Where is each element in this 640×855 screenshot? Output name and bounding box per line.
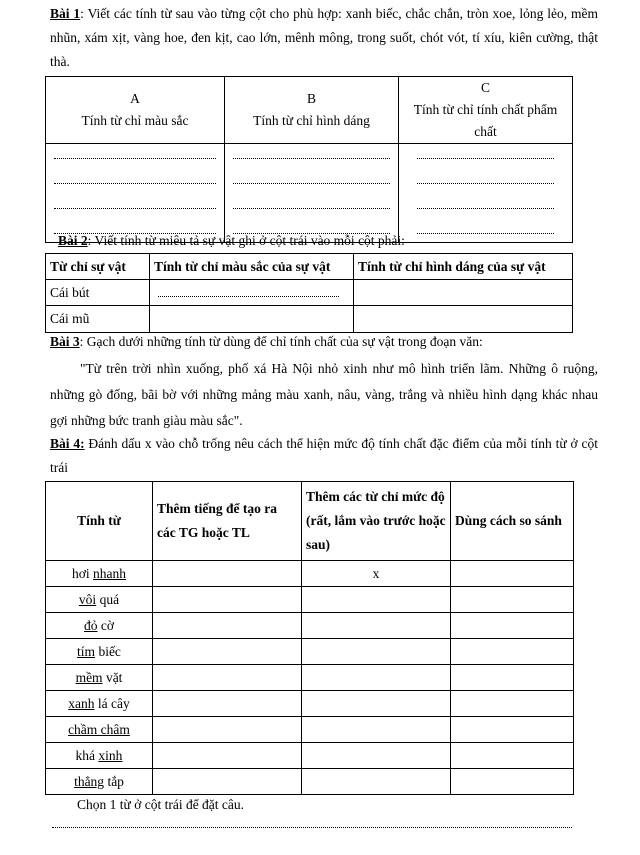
bai4-adjective-cell [46,717,153,743]
adjective-underlined: nhanh [93,565,126,581]
bai2-row-1-color-cell[interactable] [150,280,354,306]
bai1-label: Bài 1 [50,6,81,21]
bai2-row-1-shape-cell[interactable] [354,280,573,306]
adjective-suffix: tắp [104,773,124,789]
bai2-table [45,253,573,333]
bai3-instructions [50,330,598,354]
adjective-underlined: xanh [68,695,95,711]
table-row [46,717,574,743]
bai4-mark-cell[interactable] [302,717,451,743]
bai2-header-row [46,254,573,280]
table-row [46,561,574,587]
bai4-mark-cell[interactable] [153,769,302,795]
bai4-mark-cell[interactable]: x [302,561,451,587]
bai4-mark-cell[interactable] [153,717,302,743]
bai2-header-shape: Tính từ chỉ hình dáng của sự vật [354,254,573,280]
bai2-label: Bài 2 [58,233,88,248]
bai3-label: Bài 3 [50,334,80,349]
bai4-mark-cell[interactable] [153,587,302,613]
bai4-mark-cell[interactable] [451,639,574,665]
adjective-underlined: xinh [98,747,123,763]
bai1-col-a-header [46,77,225,144]
bai1-col-b-title: Tính từ chỉ hình dáng [253,113,370,128]
bai4-header-adjective: Tính từ [46,482,153,561]
bai4-mark-cell[interactable] [451,691,574,717]
bai1-col-c-letter: C [480,80,490,95]
bai1-answer-row [46,144,573,243]
bai1-col-a-title: Tính từ chỉ màu sắc [81,113,189,128]
adjective-suffix: biếc [95,643,121,659]
bai4-adjective-cell [46,691,153,717]
bai4-header-add-syllable: Thêm tiếng để tạo ra các TG hoặc TL [153,482,302,561]
bai1-answer-cell-a[interactable] [46,144,225,243]
bai4-adjective-cell [46,587,153,613]
bai4-footer: Chọn 1 từ ở cột trái để đặt câu. [77,797,245,812]
bai4-mark-cell[interactable] [153,665,302,691]
bai4-adjective-cell [46,639,153,665]
bai3-text: : Gạch dưới những tính từ dùng để chỉ tính chất của sự vật trong đoạn văn: [79,334,483,349]
bai1-table [45,76,573,243]
bai4-label: Bài 4: [50,436,85,451]
bai4-adjective-cell [46,561,153,587]
bai4-header-degree-words: Thêm các từ chỉ mức độ (rất, lắm vào trước hoặc sau) [302,482,451,561]
bai2-row-2-color-cell[interactable] [150,306,354,333]
bai1-instructions [50,2,598,74]
adjective-suffix: cờ [97,617,114,633]
table-row [46,769,574,795]
bai4-mark-cell[interactable] [302,743,451,769]
bai3-quote: "Từ trên trời nhìn xuống, phố xá Hà Nội nhỏ xinh như mô hình triển lãm. Những ô ruộng, những gò đống, bãi bờ với những mảng màu xanh, nâu, vàng, trắng và nhiều hình dạng khác nhau gợi những bức tranh giàu màu sắc". [50,361,598,428]
bai4-mark-cell[interactable] [153,639,302,665]
bai2-text: : Viết tính từ miêu tả sự vật ghi ở cột trái vào mỗi cột phải: [87,233,405,248]
adjective-underlined: vôi [78,591,97,607]
bai4-mark-cell[interactable] [451,561,574,587]
bai1-answer-cell-c[interactable] [399,144,573,243]
table-row [46,665,574,691]
bai4-mark-cell[interactable] [302,691,451,717]
bai4-mark-cell[interactable] [451,717,574,743]
bai4-mark-cell[interactable] [153,691,302,717]
table-row [46,613,574,639]
bai1-col-a-letter: A [130,91,140,106]
bai4-mark-cell[interactable] [302,587,451,613]
bai4-mark-cell[interactable] [451,769,574,795]
bai4-text: Đánh dấu x vào chỗ trống nêu cách thể hiện mức độ tính chất đặc điểm của mỗi tính từ ở cột trái [50,436,598,475]
bai4-instructions [50,432,598,480]
bai2-header-object: Từ chỉ sự vật [46,254,150,280]
bai4-mark-cell[interactable] [451,587,574,613]
bai1-col-c-header [399,77,573,144]
bai4-mark-cell[interactable] [153,743,302,769]
bai4-header-row [46,482,574,561]
bai1-text: : Viết các tính từ sau vào từng cột cho phù hợp: xanh biếc, chắc chắn, tròn xoe, lỏng lẻo, mềm nhũn, xám xịt, vàng hoe, đen kịt, cao lớn, mênh mông, trong suốt, chót vót, tí xíu, kiên cường, thật thà. [50,6,598,69]
adjective-suffix: vặt [102,669,123,685]
bai4-mark-cell[interactable] [302,665,451,691]
bai2-instructions [58,229,598,253]
adjective-prefix: hơi [71,565,93,581]
bai2-row-2-shape-cell[interactable] [354,306,573,333]
bai4-mark-cell[interactable] [451,743,574,769]
table-row [46,306,573,333]
answer-line[interactable] [52,827,572,828]
table-row [46,639,574,665]
adjective-suffix: lá cây [94,695,130,711]
bai1-answer-cell-b[interactable] [225,144,399,243]
bai1-col-b-letter: B [306,91,316,106]
bai1-col-b-header [225,77,399,144]
bai1-header-row [46,77,573,144]
bai4-mark-cell[interactable] [153,561,302,587]
bai4-mark-cell[interactable] [302,613,451,639]
adjective-prefix: khá [75,747,99,763]
adjective-underlined: tím [77,643,96,659]
bai4-mark-cell[interactable] [153,613,302,639]
bai4-mark-cell[interactable] [302,639,451,665]
bai2-row-1-label: Cái bút [46,280,150,306]
bai4-mark-cell[interactable] [451,613,574,639]
bai4-mark-cell[interactable] [302,769,451,795]
adjective-underlined: chầm châm [68,721,130,737]
bai4-header-comparison: Dùng cách so sánh [451,482,574,561]
table-row [46,280,573,306]
bai2-header-color: Tính từ chỉ màu sắc của sự vật [150,254,354,280]
adjective-suffix: quá [96,591,120,607]
adjective-underlined: đỏ [83,617,98,633]
bai4-mark-cell[interactable] [451,665,574,691]
adjective-underlined: mềm [75,669,103,685]
table-row [46,691,574,717]
bai4-adjective-cell [46,665,153,691]
adjective-underlined: thẳng [74,773,105,789]
bai4-table [45,481,574,795]
bai4-adjective-cell [46,769,153,795]
bai4-adjective-cell [46,743,153,769]
table-row [46,743,574,769]
bai2-row-2-label: Cái mũ [46,306,150,333]
bai4-adjective-cell [46,613,153,639]
table-row [46,587,574,613]
bai1-col-c-title: Tính từ chỉ tính chất phẩm chất [413,102,558,139]
